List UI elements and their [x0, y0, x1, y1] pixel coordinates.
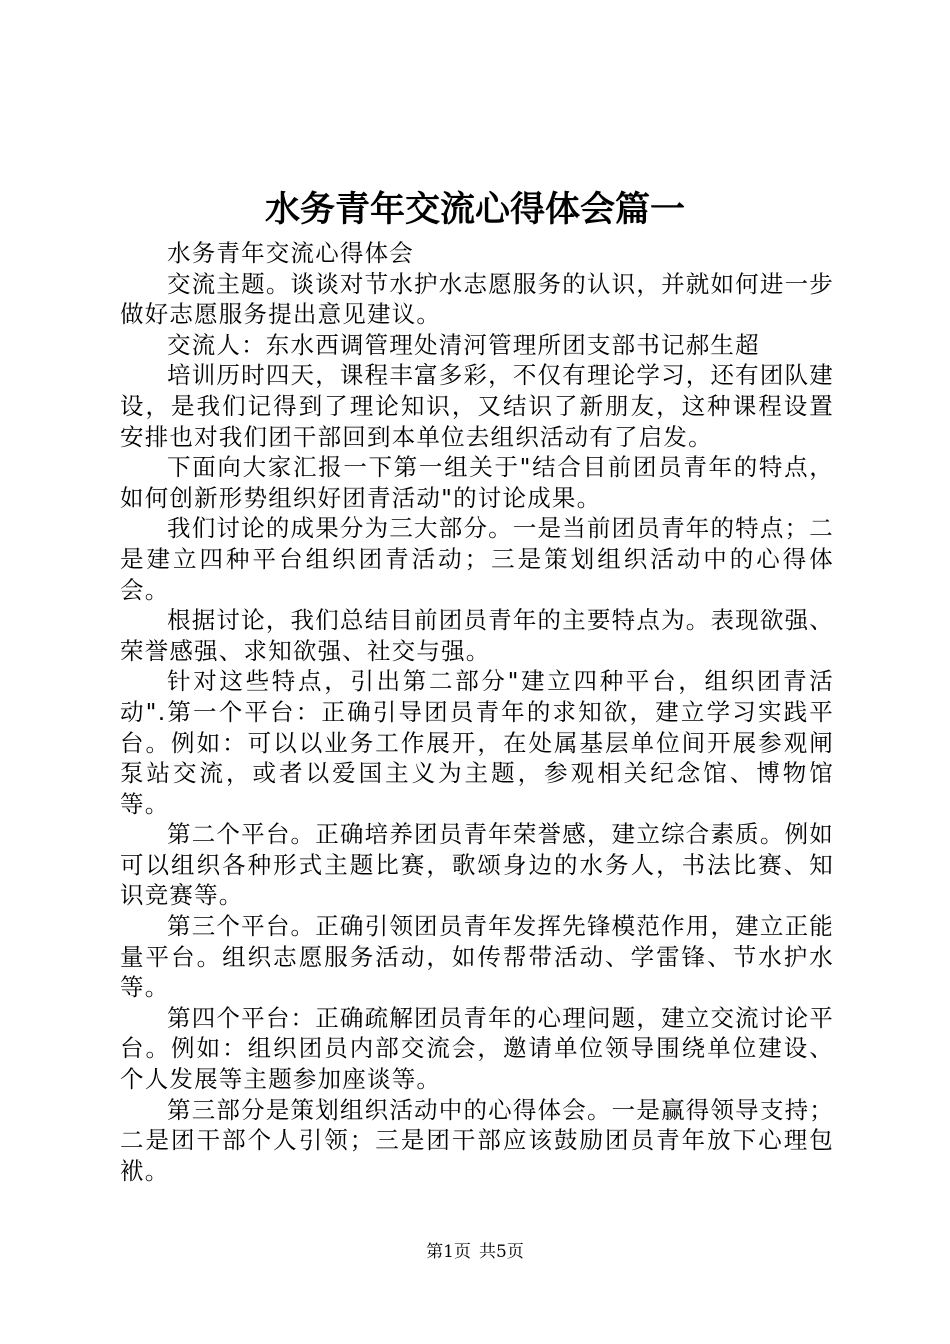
paragraph-speaker: 交流人：东水西调管理处清河管理所团支部书记郝生超	[167, 330, 760, 359]
page-footer	[0, 1240, 950, 1264]
paragraph-part-three: 第三部分是策划组织活动中的心得体会。一是赢得领导支持；二是团干部个人引领；三是团干部应该鼓励团员青年放下心理包袱。	[120, 1095, 834, 1185]
paragraph-features: 根据讨论，我们总结目前团员青年的主要特点为。表现欲强、荣誉感强、求知欲强、社交与强。	[120, 606, 834, 665]
page-number: 第1页	[426, 1242, 471, 1262]
paragraph-platform-one: 针对这些特点，引出第二部分"建立四种平台，组织团青活动".第一个平台：正确引导团员青年的求知欲，建立学习实践平台。例如：可以以业务工作展开，在处属基层单位间开展参观闸泵站交流，或者以爱国主义为主题，参观相关纪念馆、博物馆等。	[120, 667, 835, 818]
paragraph-training: 培训历时四天，课程丰富多彩，不仅有理论学习，还有团队建设，是我们记得到了理论知识，又结识了新朋友，这种课程设置安排也对我们团干部回到本单位去组织活动有了启发。	[120, 361, 834, 451]
page-total: 共5页	[479, 1242, 524, 1262]
paragraph-platform-three: 第三个平台。正确引领团员青年发挥先锋模范作用，建立正能量平台。组织志愿服务活动，如传帮带活动、学雷锋、节水护水等。	[120, 912, 834, 1002]
document-body	[120, 238, 834, 1186]
paragraph-report: 下面向大家汇报一下第一组关于"结合目前团员青年的特点，如何创新形势组织好团青活动"的讨论成果。	[120, 453, 834, 512]
document-title: 水务青年交流心得体会篇一	[264, 189, 685, 230]
paragraph-topic: 交流主题。谈谈对节水护水志愿服务的认识，并就如何进一步做好志愿服务提出意见建议。	[120, 269, 834, 329]
paragraph-three-parts: 我们讨论的成果分为三大部分。一是当前团员青年的特点；二是建立四种平台组织团青活动；三是策划组织活动中的心得体会。	[120, 514, 834, 604]
paragraph-platform-two: 第二个平台。正确培养团员青年荣誉感，建立综合素质。例如可以组织各种形式主题比赛，歌颂身边的水务人，书法比赛、知识竞赛等。	[120, 820, 834, 910]
paragraph-heading: 水务青年交流心得体会	[167, 239, 414, 267]
paragraph-platform-four: 第四个平台：正确疏解团员青年的心理问题，建立交流讨论平台。例如：组织团员内部交流会，邀请单位领导围绕单位建设、个人发展等主题参加座谈等。	[120, 1003, 834, 1094]
